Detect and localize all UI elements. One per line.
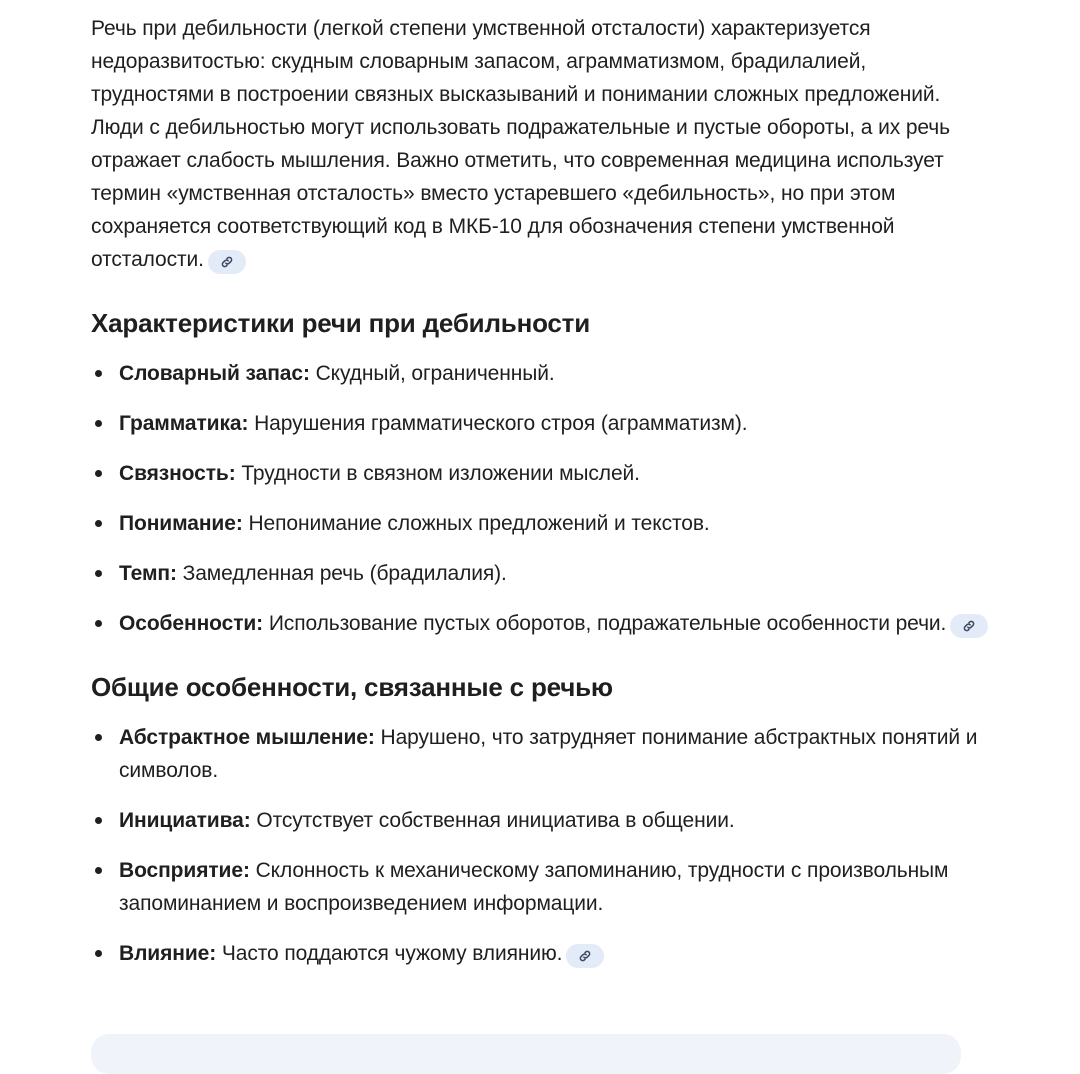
- general-features-list: [91, 721, 991, 970]
- list-item-term: Словарный запас:: [119, 362, 310, 385]
- list-item-text: Отсутствует собственная инициатива в общении.: [250, 809, 735, 832]
- list-item: [91, 607, 991, 640]
- list-item-term: Восприятие:: [119, 859, 250, 882]
- source-link-chip[interactable]: [208, 250, 246, 274]
- list-item-term: Влияние:: [119, 942, 217, 965]
- section-heading-general-features: Общие особенности, связанные с речью: [91, 672, 613, 702]
- list-item-text: Скудный, ограниченный.: [309, 362, 555, 385]
- list-item-text: Замедленная речь (брадилалия).: [176, 562, 507, 585]
- link-icon: [220, 255, 234, 269]
- list-item: [91, 357, 991, 390]
- source-link-chip[interactable]: [950, 614, 988, 638]
- list-item: [91, 507, 991, 540]
- list-item-text: Нарушения грамматического строя (аграмматизм).: [248, 412, 748, 435]
- list-item-term: Понимание:: [119, 512, 243, 535]
- list-item-text: Трудности в связном изложении мыслей.: [235, 462, 640, 485]
- section-heading-speech-characteristics: Характеристики речи при дебильности: [91, 308, 590, 338]
- intro-paragraph: [91, 12, 991, 276]
- list-item: [91, 557, 991, 590]
- list-item-text: Непонимание сложных предложений и текстов.: [242, 512, 710, 535]
- intro-text: Речь при дебильности (легкой степени умственной отсталости) характеризуется недоразвитостью: скудным словарным запасом, аграмматизмом, брадилалией, трудностями в построении связных высказываний и понимании сложных предложений. Люди с дебильностью могут использовать подражательные и пустые обороты, а их речь отражает слабость мышления. Важно отметить, что современная медицина использует термин «умственная отсталость» вместо устаревшего «дебильность», но при этом сохраняется соответствующий код в МКБ-10 для обозначения степени умственной отсталости.: [91, 17, 950, 271]
- link-icon: [962, 619, 976, 633]
- list-item-text: Часто поддаются чужому влиянию.: [216, 942, 563, 965]
- link-icon: [578, 949, 592, 963]
- source-link-chip[interactable]: [566, 944, 604, 968]
- list-item: [91, 804, 991, 837]
- list-item-term: Инициатива:: [119, 809, 251, 832]
- list-item-term: Особенности:: [119, 612, 264, 635]
- answer-content: [91, 12, 991, 987]
- list-item-text: Использование пустых оборотов, подражательные особенности речи.: [263, 612, 947, 635]
- list-item-term: Темп:: [119, 562, 177, 585]
- list-item: [91, 407, 991, 440]
- speech-characteristics-list: [91, 357, 991, 640]
- list-item-term: Абстрактное мышление:: [119, 726, 375, 749]
- list-item: [91, 937, 991, 970]
- list-item: [91, 457, 991, 490]
- list-item-term: Грамматика:: [119, 412, 249, 435]
- list-item-term: Связность:: [119, 462, 236, 485]
- list-item: [91, 854, 991, 920]
- list-item: [91, 721, 991, 787]
- list-item-text: Склонность к механическому запоминанию, трудности с произвольным запоминанием и воспроизведением информации.: [119, 859, 949, 915]
- list-item-text: Нарушено, что затрудняет понимание абстрактных понятий и символов.: [119, 726, 978, 782]
- bottom-card-edge: [91, 1034, 961, 1074]
